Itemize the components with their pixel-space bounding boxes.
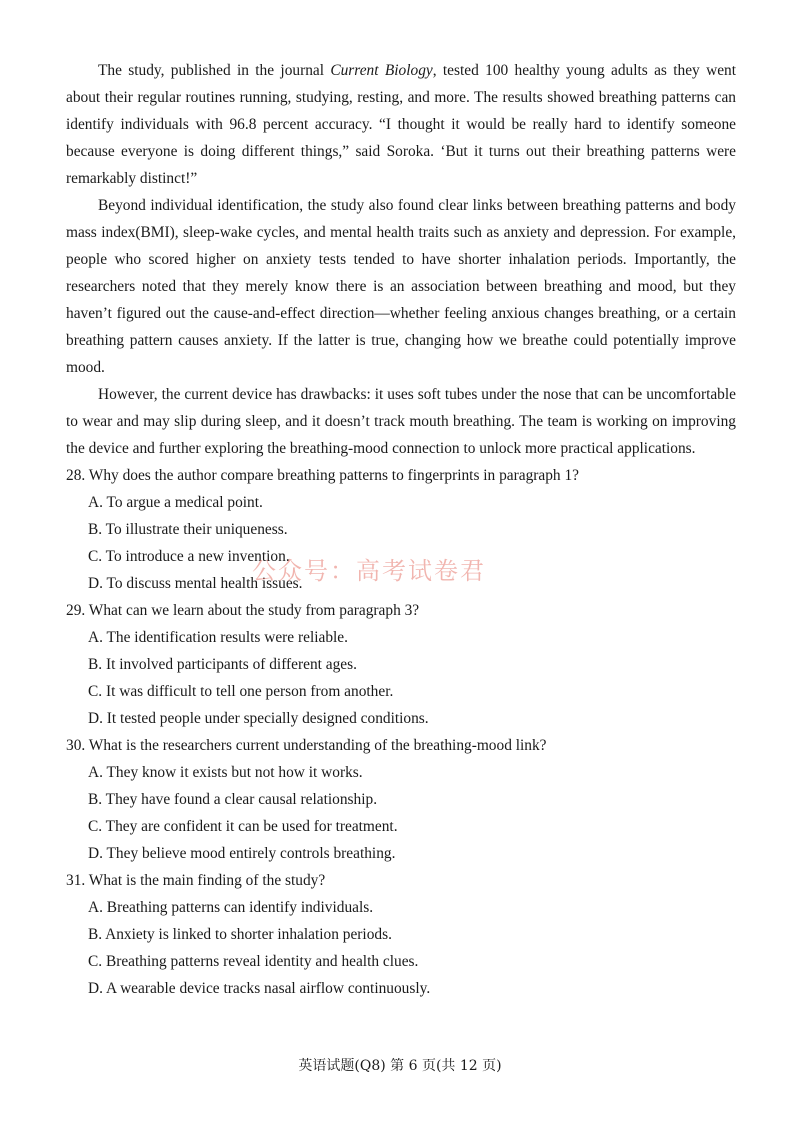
paragraph-3: However, the current device has drawbacks: it uses soft tubes under the nose that can be uncomfortable to wear and may slip during sleep, and it doesn’t track mouth breathing. The team is working on improving the device and further exploring the breathing-mood connection to unlock more practical applications. <box>66 386 736 457</box>
exam-page <box>66 57 736 1002</box>
question-stem: 30. What is the researchers current understanding of the breathing-mood link? <box>66 737 547 754</box>
option-b: B. To illustrate their uniqueness. <box>88 521 288 538</box>
option-d: D. A wearable device tracks nasal airflow continuously. <box>88 980 431 997</box>
option-b: B. It involved participants of different ages. <box>88 656 357 673</box>
question-stem: 29. What can we learn about the study from paragraph 3? <box>66 602 420 619</box>
option-a: A. To argue a medical point. <box>88 494 263 511</box>
option-d: D. To discuss mental health issues. <box>88 575 303 592</box>
question-stem: 31. What is the main finding of the study? <box>66 872 326 889</box>
watermark: 公众号：高考试卷君 <box>252 557 486 585</box>
option-a: A. The identification results were reliable. <box>88 629 348 646</box>
paragraph-2: Beyond individual identification, the study also found clear links between breathing patterns and body mass index(BMI), sleep-wake cycles, and mental health traits such as anxiety and depression. For example, people who scored higher on anxiety tests tended to have shorter inhalation periods. Importantly, the researchers noted that they merely know there is an association between breathing and mood, but they haven’t figured out the cause-and-effect direction—whether feeling anxious changes breathing, or a certain breathing pattern causes anxiety. If the latter is true, changing how we breathe could potentially improve mood. <box>66 197 736 376</box>
question-29 <box>66 597 736 732</box>
option-c: C. To introduce a new invention. <box>88 548 290 565</box>
option-d: D. They believe mood entirely controls breathing. <box>88 845 396 862</box>
option-c: C. Breathing patterns reveal identity and health clues. <box>88 953 419 970</box>
question-30 <box>66 732 736 867</box>
option-d: D. It tested people under specially designed conditions. <box>88 710 429 727</box>
journal-name: Current Biology <box>330 62 433 79</box>
paragraph-1 <box>66 57 736 192</box>
question-31 <box>66 867 736 1002</box>
page-footer: 英语试题(Q8) 第 6 页(共 12 页) <box>298 1058 502 1074</box>
paragraph-1-start: The study, published in the journal <box>98 62 331 79</box>
option-a: A. They know it exists but not how it works. <box>88 764 363 781</box>
question-stem: 28. Why does the author compare breathing patterns to fingerprints in paragraph 1? <box>66 467 580 484</box>
option-b: B. Anxiety is linked to shorter inhalation periods. <box>88 926 392 943</box>
option-c: C. They are confident it can be used for treatment. <box>88 818 398 835</box>
paragraph-1-rest: , tested 100 healthy young adults as they went about their regular routines running, studying, resting, and more. The results showed breathing patterns can identify individuals with 96.8 percent accuracy. “I thought it would be really hard to identify someone because everyone is doing different things,” said Soroka. ‘But it turns out their breathing patterns were remarkably distinct!” <box>66 62 736 187</box>
option-b: B. They have found a clear causal relationship. <box>88 791 378 808</box>
option-a: A. Breathing patterns can identify individuals. <box>88 899 374 916</box>
option-c: C. It was difficult to tell one person from another. <box>88 683 394 700</box>
